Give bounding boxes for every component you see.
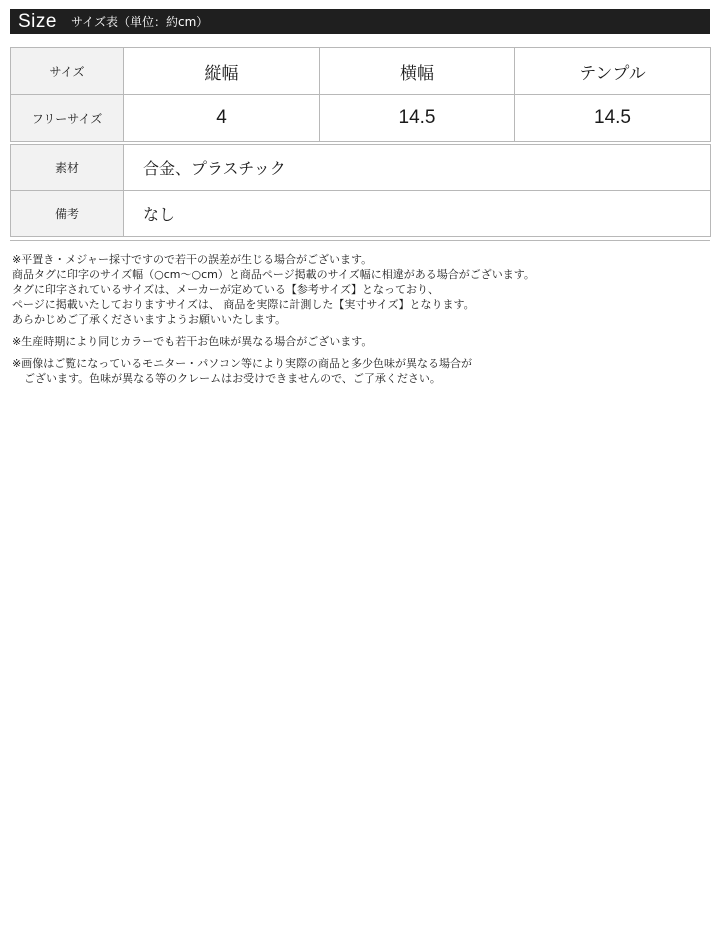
remarks-value: なし bbox=[124, 191, 711, 237]
table-row bbox=[11, 191, 711, 237]
column-header-width: 横幅 bbox=[320, 48, 515, 95]
material-value: 合金、プラスチック bbox=[124, 145, 711, 191]
table-row bbox=[11, 95, 711, 142]
table-row bbox=[11, 145, 711, 191]
size-chart-header bbox=[10, 9, 710, 34]
notes-divider bbox=[10, 240, 710, 241]
note-line: ※生産時期により同じカラーでも若干お色味が異なる場合がございます。 bbox=[12, 335, 373, 348]
note-line: タグに印字されているサイズは、メーカーが定めている【参考サイズ】となっており、 bbox=[12, 283, 440, 296]
note-line: あらかじめご了承くださいますようお願いいたします。 bbox=[12, 313, 287, 326]
note-line: ※画像はご覧になっているモニター・パソコン等により実際の商品と多少色味が異なる場合が bbox=[12, 357, 472, 370]
column-header-height: 縦幅 bbox=[124, 48, 320, 95]
size-table bbox=[10, 47, 711, 142]
size-corner-label: サイズ bbox=[11, 48, 124, 95]
material-label: 素材 bbox=[11, 145, 124, 191]
header-subtitle: サイズ表（単位：約cm） bbox=[70, 15, 209, 29]
detail-table bbox=[10, 144, 711, 237]
column-header-temple: テンプル bbox=[515, 48, 711, 95]
size-table-header-row bbox=[11, 48, 711, 95]
value-width: 14.5 bbox=[320, 95, 515, 142]
note-line: ページに掲載いたしておりますサイズは、 商品を実際に計測した【実寸サイズ】となります。 bbox=[12, 298, 475, 311]
remarks-label: 備考 bbox=[11, 191, 124, 237]
note-line: ※平置き・メジャー採寸ですので若干の誤差が生じる場合がございます。 bbox=[12, 253, 373, 266]
note-line: 商品タグに印字のサイズ幅（○cm〜○cm）と商品ページ掲載のサイズ幅に相違がある場合がございます。 bbox=[12, 268, 535, 281]
value-temple: 14.5 bbox=[515, 95, 711, 142]
value-height: 4 bbox=[124, 95, 320, 142]
row-label-free-size: フリーサイズ bbox=[11, 95, 124, 142]
header-title: Size bbox=[18, 10, 57, 32]
notes-section bbox=[12, 252, 712, 386]
note-line: ございます。色味が異なる等のクレームはお受けできませんので、ご了承ください。 bbox=[24, 372, 441, 385]
